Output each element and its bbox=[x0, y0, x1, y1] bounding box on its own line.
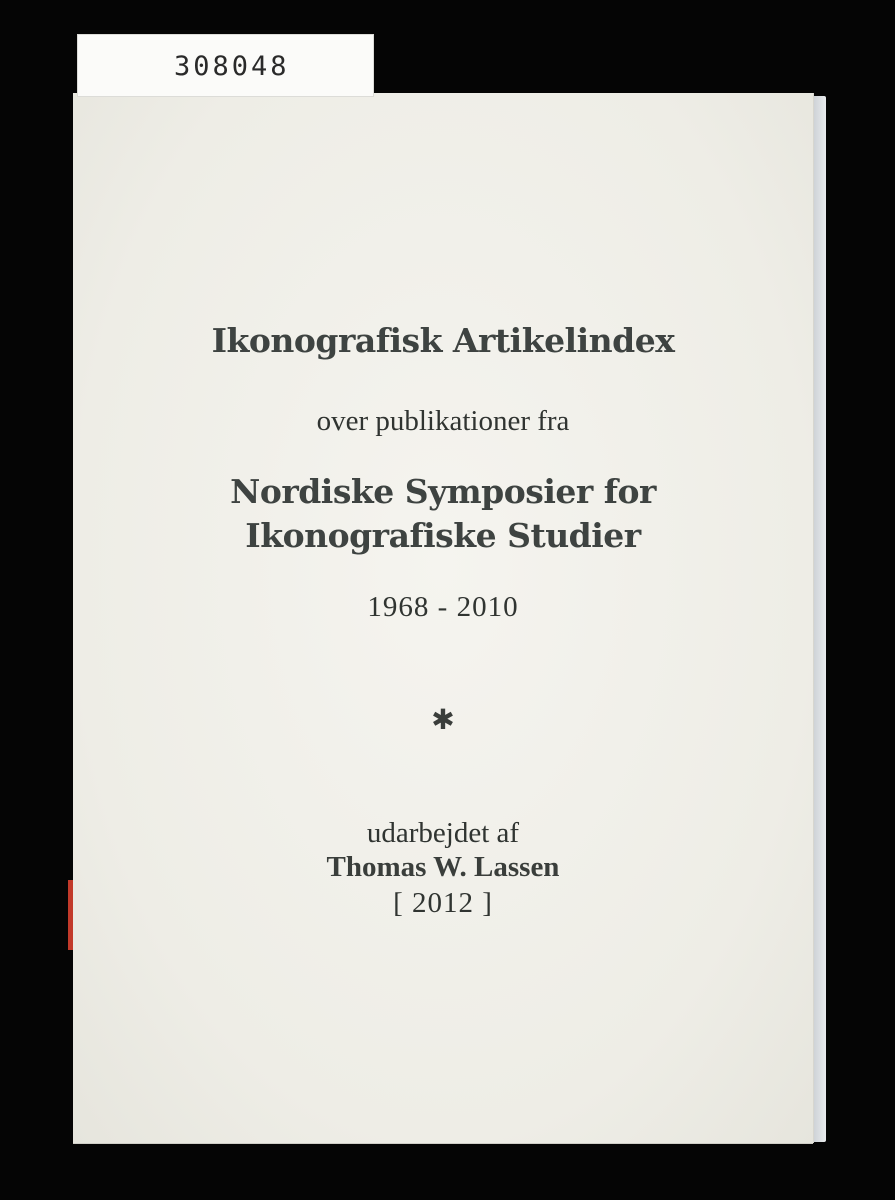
symposium-title bbox=[73, 470, 813, 558]
asterisk-ornament-icon: ✱ bbox=[431, 703, 455, 736]
symposium-title-line-1: Nordiske Symposier for bbox=[230, 472, 656, 511]
catalog-label bbox=[77, 34, 374, 97]
prepared-by-label: udarbejdet af bbox=[366, 817, 520, 849]
author-name: Thomas W. Lassen bbox=[326, 851, 560, 883]
year-range: 1968 - 2010 bbox=[367, 591, 519, 623]
cover-subtitle: over publikationer fra bbox=[316, 405, 570, 437]
cover-title: Ikonografisk Artikelindex bbox=[211, 321, 675, 360]
publication-year: [ 2012 ] bbox=[393, 887, 493, 919]
booklet-cover bbox=[73, 93, 813, 1143]
symposium-title-line-2: Ikonografiske Studier bbox=[245, 516, 641, 555]
catalog-number: 308048 bbox=[174, 51, 290, 82]
